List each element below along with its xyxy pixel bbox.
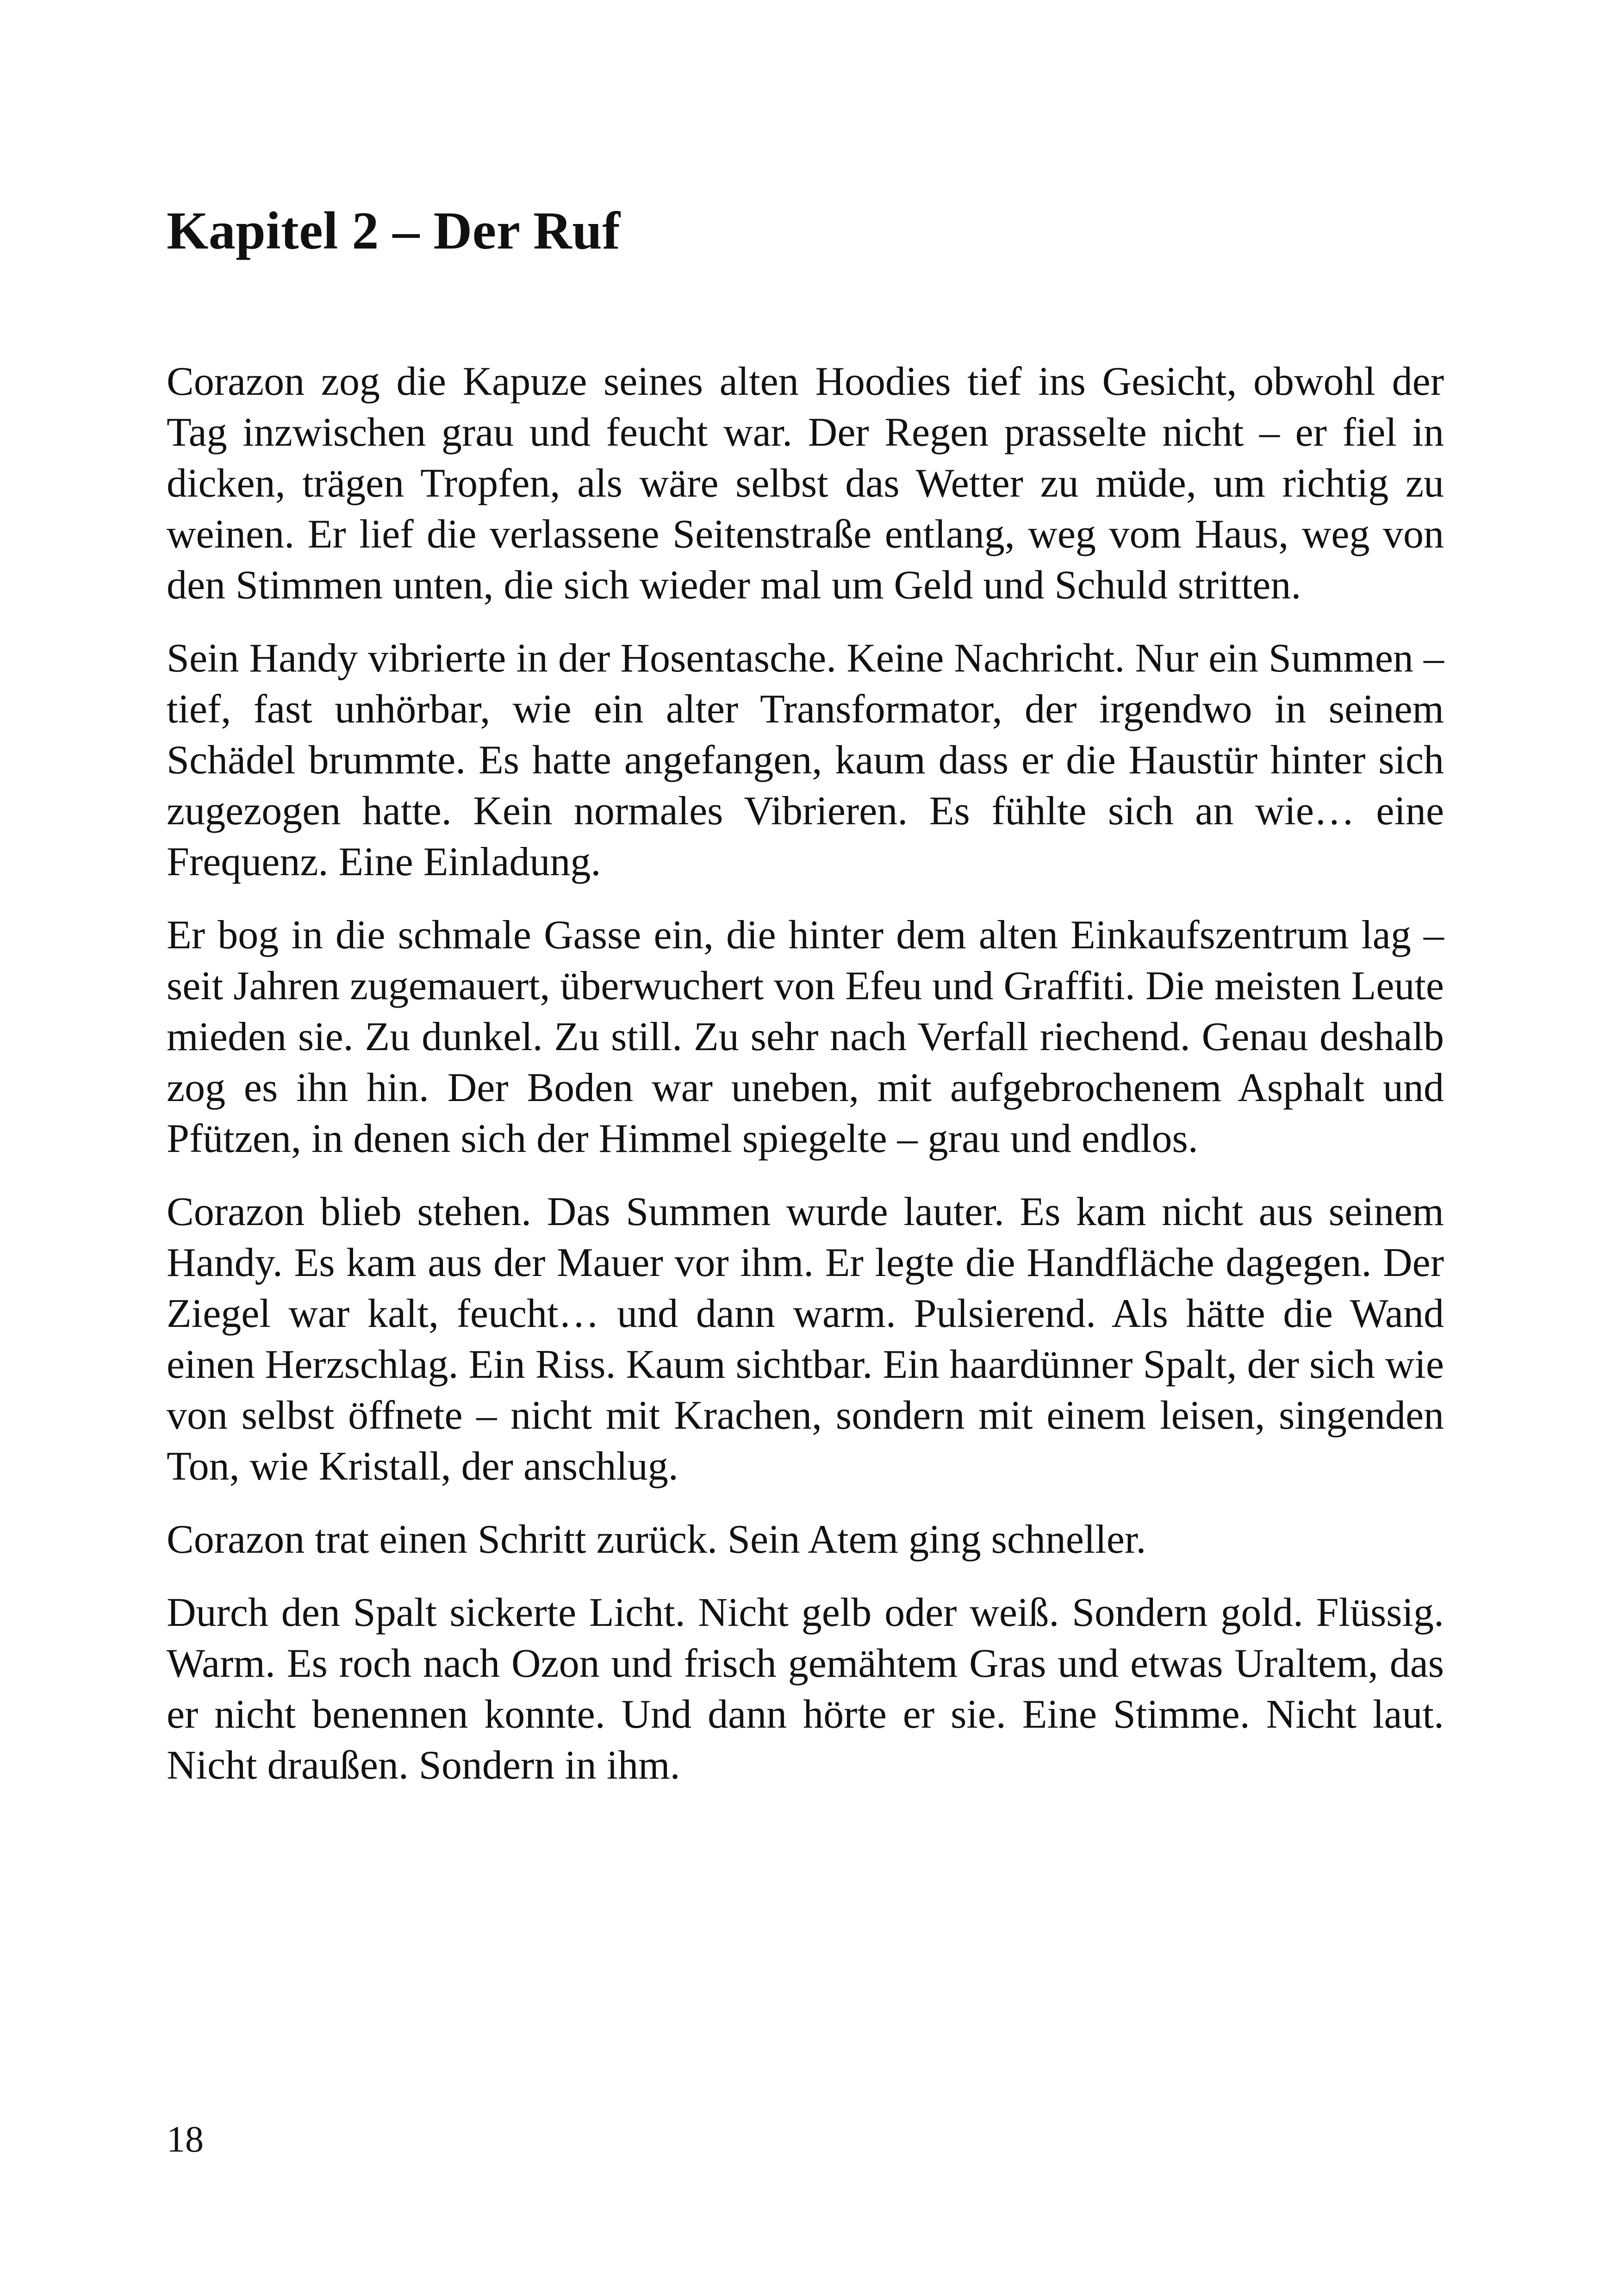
page-number: 18 [167,2119,204,2160]
paragraph: Er bog in die schmale Gasse ein, die hinter dem alten Einkaufszentrum lag – seit Jahren zugemauert, überwuchert von Efeu und Graffiti. Die meisten Leute mieden sie. Zu dunkel. Zu still. Zu sehr nach Verfall riechend. Genau deshalb zog es ihn hin. Der Boden war uneben, mit aufgebrochenem Asphalt und Pfützen, in denen sich der Himmel spiegelte – grau und endlos. [167,913,1444,1161]
paragraph: Corazon zog die Kapuze seines alten Hoodies tief ins Gesicht, obwohl der Tag inzwischen grau und feucht war. Der Regen prasselte nicht – er fiel in dicken, trägen Tropfen, als wäre selbst das Wetter zu müde, um richtig zu weinen. Er lief die verlassene Seitenstraße entlang, weg vom Haus, weg von den Stimmen unten, die sich wieder mal um Geld und Schuld stritten. [167,359,1444,608]
paragraph: Durch den Spalt sickerte Licht. Nicht gelb oder weiß. Sondern gold. Flüssig. Warm. Es roch nach Ozon und frisch gemähtem Gras und etwas Uraltem, das er nicht benennen konnte. Und dann hörte er sie. Eine Stimme. Nicht laut. Nicht draußen. Sondern in ihm. [167,1590,1444,1788]
paragraph: Corazon blieb stehen. Das Summen wurde lauter. Es kam nicht aus seinem Handy. Es kam aus der Mauer vor ihm. Er legte die Handfläche dagegen. Der Ziegel war kalt, feucht… und dann warm. Pulsierend. Als hätte die Wand einen Herzschlag. Ein Riss. Kaum sichtbar. Ein haardünner Spalt, der sich wie von selbst öffnete – nicht mit Krachen, sondern mit einem leisen, singenden Ton, wie Kristall, der anschlug. [167,1189,1444,1489]
paragraph: Sein Handy vibrierte in der Hosentasche. Keine Nachricht. Nur ein Summen – tief, fast unhörbar, wie ein alter Transformator, der irgendwo in seinem Schädel brummte. Es hatte angefangen, kaum dass er die Haustür hinter sich zugezogen hatte. Kein normales Vibrieren. Es fühlte sich an wie… eine Frequenz. Eine Einladung. [167,636,1444,884]
chapter-title: Kapitel 2 – Der Ruf [167,201,621,261]
paragraph: Corazon trat einen Schritt zurück. Sein Atem ging schneller. [167,1517,1146,1562]
chapter-body [167,356,1444,1813]
